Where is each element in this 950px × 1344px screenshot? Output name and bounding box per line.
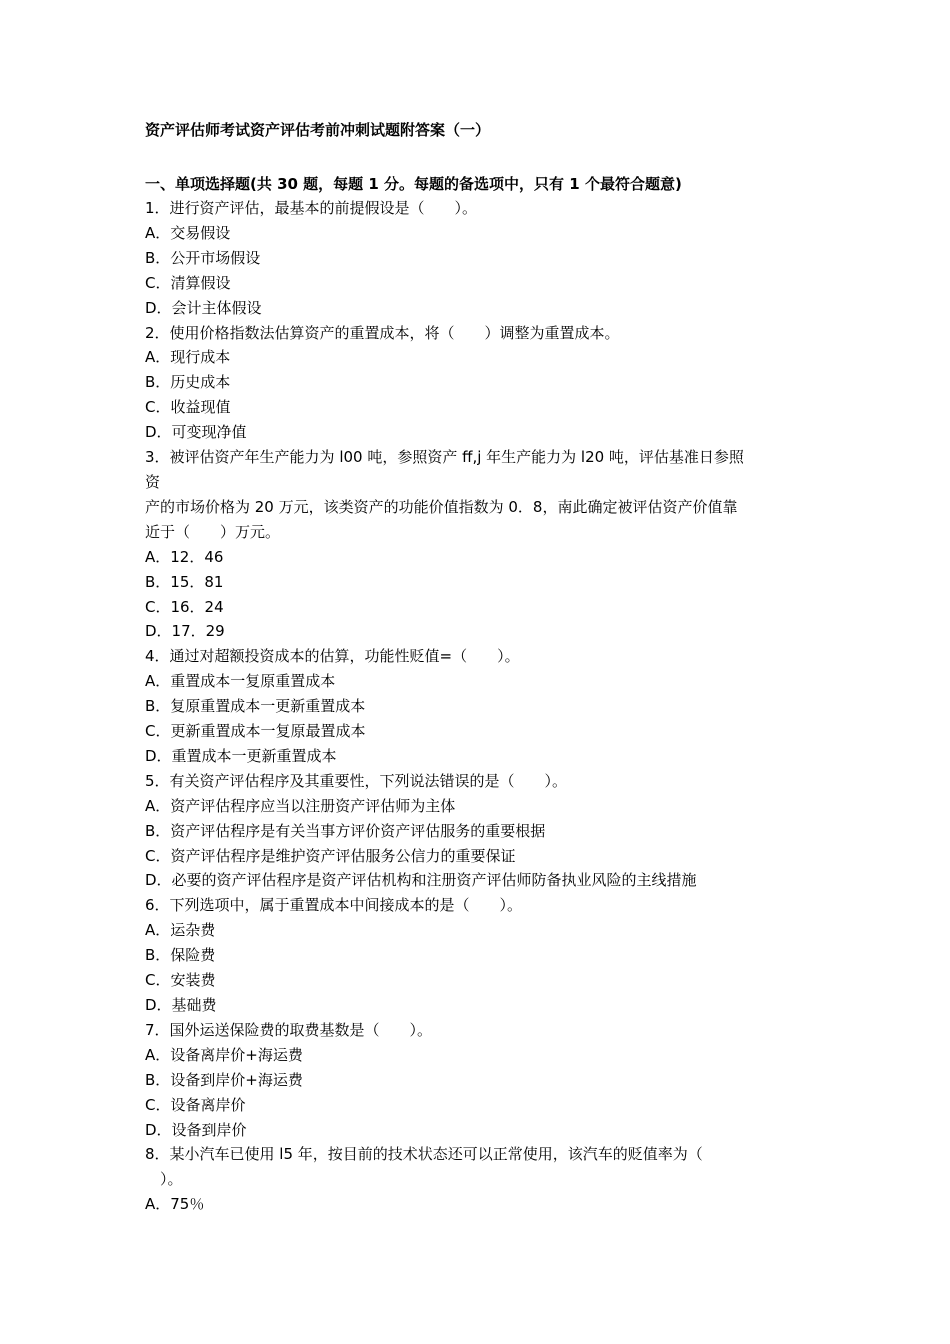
answer-option: D．可变现净值 [145, 423, 247, 442]
answer-option: A．资产评估程序应当以注册资产评估师为主体 [145, 796, 456, 815]
question-text: 1．进行资产评估，最基本的前提假设是（ ）。 [145, 199, 478, 217]
question-text: 近于（ ）万元。 [145, 522, 281, 541]
question-list [145, 196, 810, 1217]
answer-option: C．清算假设 [145, 273, 231, 292]
question-text: 产的市场价格为 20 万元，该类资产的功能价值指数为 0．8，南此确定被评估资产价值靠 [145, 497, 738, 516]
answer-option: D．基础费 [145, 996, 217, 1014]
answer-option: A．运杂费 [145, 921, 216, 940]
answer-option: D．必要的资产评估程序是资产评估机构和注册资产评估师防备执业风险的主线措施 [145, 871, 697, 890]
answer-option: C．设备离岸价 [145, 1095, 246, 1114]
answer-option: C．安装费 [145, 971, 216, 990]
answer-option: D．17．29 [145, 622, 225, 641]
question-text: ）。 [145, 1170, 183, 1189]
question-text: 6．下列选项中，属于重置成本中间接成本的是（ ）。 [145, 896, 523, 915]
answer-option: D．重置成本一更新重置成本 [145, 746, 337, 765]
question-text: 5．有关资产评估程序及其重要性，下列说法错误的是（ ）。 [145, 771, 568, 790]
answer-option: B．历史成本 [145, 373, 231, 392]
answer-option: C．收益现值 [145, 398, 231, 417]
document-page [145, 118, 810, 1217]
answer-option: B．保险费 [145, 946, 216, 965]
answer-option: A．设备离岸价+海运费 [145, 1045, 303, 1064]
answer-option: A．75％ [145, 1195, 205, 1214]
question-text: 资 [145, 472, 161, 491]
answer-option: B．公开市场假设 [145, 248, 261, 267]
answer-option: B．设备到岸价+海运费 [145, 1070, 303, 1089]
answer-option: A．重置成本一复原重置成本 [145, 672, 336, 691]
question-text: 3．被评估资产年生产能力为 l00 吨，参照资产 ff,j 年生产能力为 l20 吨，评估基准日参照 [145, 448, 744, 467]
answer-option: A．交易假设 [145, 223, 231, 242]
answer-option: C．更新重置成本一复原最置成本 [145, 722, 366, 741]
question-text: 4．通过对超额投资成本的估算，功能性贬值=（ ）。 [145, 647, 520, 666]
document-title: 资产评估师考试资产评估考前冲刺试题附答案（一） [145, 121, 491, 139]
section-heading: 一、单项选择题(共 30 题，每题 1 分。每题的备选项中，只有 1 个最符合题意) [145, 175, 682, 193]
question-text: 8．某小汽车已使用 l5 年，按目前的技术状态还可以正常使用，该汽车的贬值率为（ [145, 1145, 703, 1164]
answer-option: D．会计主体假设 [145, 298, 262, 317]
answer-option: D．设备到岸价 [145, 1120, 247, 1139]
answer-option: B．复原重置成本一更新重置成本 [145, 697, 366, 716]
answer-option: C．16．24 [145, 597, 224, 616]
question-text: 2．使用价格指数法估算资产的重置成本，将（ ）调整为重置成本。 [145, 323, 620, 342]
answer-option: B．资产评估程序是有关当事方评价资产评估服务的重要根据 [145, 821, 546, 840]
answer-option: C．资产评估程序是维护资产评估服务公信力的重要保证 [145, 846, 516, 865]
answer-option: B．15．81 [145, 572, 224, 591]
answer-option: A．现行成本 [145, 348, 231, 367]
question-text: 7．国外运送保险费的取费基数是（ ）。 [145, 1020, 433, 1039]
answer-option: A．12．46 [145, 547, 224, 566]
